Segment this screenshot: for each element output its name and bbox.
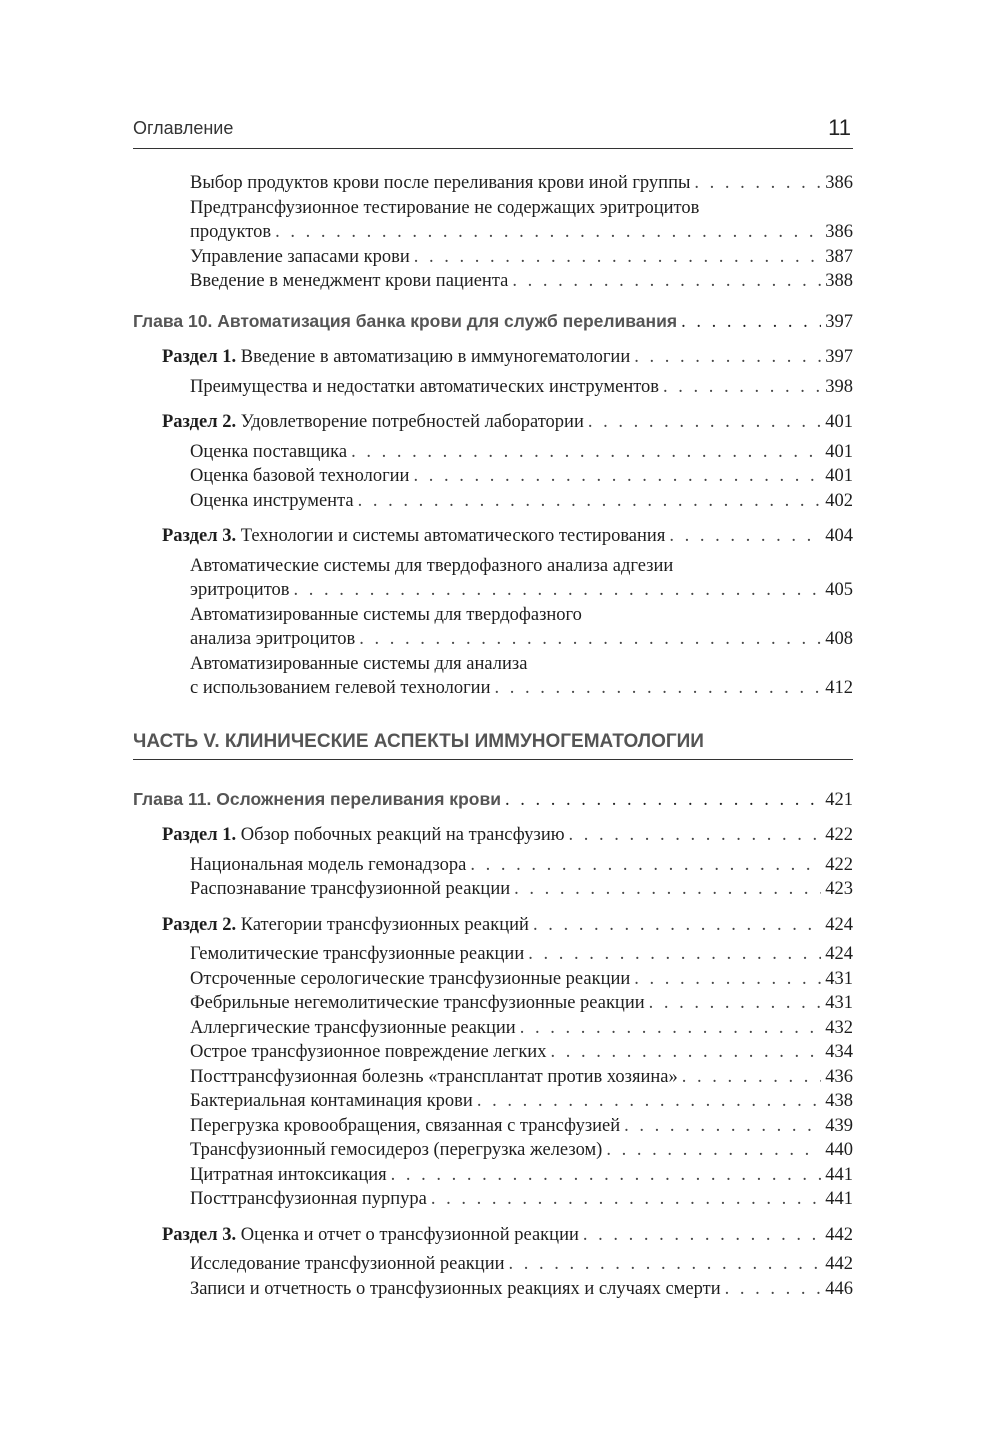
toc-subentry[interactable] [133,1252,853,1277]
toc-subentry-text: Исследование трансфузионной реакции [190,1254,505,1274]
toc-subentry[interactable] [133,1138,853,1163]
leader-dots [413,464,821,489]
leader-dots [431,1187,821,1212]
toc-subentry[interactable] [133,1114,853,1139]
running-header [133,112,853,149]
page-ref: 423 [825,879,853,899]
toc-subentry[interactable] [133,676,853,701]
toc-subentry-text: Преимущества и недостатки автоматических инструментов [190,376,660,397]
toc-subentry[interactable] [133,1065,853,1090]
leader-dots [533,913,821,938]
page-ref: 397 [825,311,853,332]
toc-subentry[interactable] [133,171,853,196]
page-ref: 438 [825,1091,853,1111]
leader-dots [588,410,821,435]
page-ref: 401 [825,412,853,432]
part-heading: ЧАСТЬ V. КЛИНИЧЕСКИЕ АСПЕКТЫ ИММУНОГЕМАТОЛОГИИ [133,731,853,760]
toc-chapter-text: Глава 11. Осложнения переливания крови [133,788,501,809]
toc-subentry[interactable] [133,1040,853,1065]
toc-section-text [162,345,630,370]
page-number: 11 [828,115,851,140]
leader-dots [694,171,821,196]
toc-section[interactable] [133,913,853,938]
page-ref: 386 [825,222,853,242]
toc-subentry[interactable] [133,489,853,514]
toc-subentry[interactable] [133,853,853,878]
leader-dots [682,1065,822,1090]
page-ref: 442 [825,1254,853,1274]
section-title: Обзор побочных реакций на трансфузию [240,825,565,845]
leader-dots [634,345,821,370]
section-title: Категории трансфузионных реакций [240,914,529,935]
section-title: Оценка и отчет о трансфузионной реакции [240,1224,579,1245]
page-ref: 421 [825,789,853,810]
toc-section-text [162,1223,579,1248]
page-ref: 431 [825,993,853,1013]
table-of-contents [133,171,853,1301]
toc-subentry-text: Введение в менеджмент крови пациента [190,271,509,291]
page-ref: 439 [825,1115,853,1136]
toc-subentry-text: Посттрансфузионная болезнь «трансплантат против хозяина» [190,1066,678,1087]
page-ref: 397 [825,347,853,367]
section-label: Раздел 3. [162,526,237,546]
toc-subentry-text: Перегрузка кровообращения, связанная с трансфузией [190,1115,621,1136]
page-ref: 388 [825,271,853,291]
leader-dots [550,1040,821,1065]
toc-subentry-text: с использованием гелевой технологии [190,678,491,698]
toc-section-text [162,823,565,848]
page-ref: 441 [825,1164,853,1185]
section-label: Раздел 1. [162,347,237,367]
page-ref: 446 [825,1278,853,1299]
toc-entry-line: Автоматизированные системы для анализа [190,653,528,674]
leader-dots [634,967,821,992]
page-ref: 387 [825,246,853,267]
toc-subentry-text: Выбор продуктов крови после переливания крови иной группы [190,173,691,193]
toc-subentry[interactable] [133,440,853,465]
page-ref: 431 [825,968,853,989]
toc-subentry-text: Оценка базовой технологии [190,466,410,486]
toc-subentry[interactable] [133,578,853,603]
leader-dots [649,991,822,1016]
toc-subentry-text: Фебрильные негемолитические трансфузионные реакции [190,993,645,1013]
toc-subentry-text: Распознавание трансфузионной реакции [190,879,511,899]
toc-subentry-text: Посттрансфузионная пурпура [190,1189,427,1209]
leader-dots [391,1163,822,1188]
toc-subentry[interactable] [133,1187,853,1212]
toc-subentry[interactable] [133,942,853,967]
leader-dots [681,310,821,335]
toc-entry-line: Предтрансфузионное тестирование не содержащих эритроцитов [190,197,700,218]
page-ref: 398 [825,376,853,397]
toc-subentry[interactable] [133,245,853,270]
page-ref: 386 [825,173,853,193]
leader-dots [275,220,821,245]
section-label: Раздел 2. [162,914,237,935]
page-ref: 441 [825,1189,853,1209]
toc-entry-line: Автоматические системы для твердофазного анализа адгезии [190,555,674,576]
toc-subentry[interactable] [133,627,853,652]
page-ref: 408 [825,629,853,649]
leader-dots [414,245,821,270]
toc-section[interactable] [133,345,853,370]
toc-section[interactable] [133,410,853,435]
leader-dots [520,1016,822,1041]
page-ref: 404 [825,526,853,546]
page-ref: 422 [825,854,853,875]
toc-subentry[interactable] [133,1163,853,1188]
page-ref: 442 [825,1224,853,1245]
leader-dots [514,877,821,902]
toc-subentry-text: продуктов [190,222,272,242]
page-ref: 405 [825,580,853,600]
leader-dots [505,788,821,813]
section-title: Введение в автоматизацию в иммуногематологии [240,347,631,367]
toc-subentry-text: Национальная модель гемонадзора [190,854,467,875]
page-ref: 424 [825,944,853,964]
page-ref: 422 [825,825,853,845]
toc-section[interactable] [133,524,853,549]
section-label: Раздел 1. [162,825,237,845]
toc-subentry-text: Отсроченные серологические трансфузионные реакции [190,968,631,989]
running-title: Оглавление [133,118,234,138]
toc-section-text [162,410,584,435]
page-ref: 432 [825,1017,853,1038]
leader-dots [606,1138,821,1163]
toc-chapter[interactable] [133,309,853,335]
leader-dots [528,942,821,967]
toc-subentry[interactable] [133,464,853,489]
section-label: Раздел 3. [162,1224,237,1245]
leader-dots [509,1252,822,1277]
toc-subentry-text: Острое трансфузионное повреждение легких [190,1042,547,1062]
toc-subentry-text: Оценка поставщика [190,441,348,462]
toc-subentry-text: Бактериальная контаминация крови [190,1091,473,1111]
leader-dots [583,1223,821,1248]
toc-section[interactable] [133,1223,853,1248]
toc-subentry[interactable] [133,1089,853,1114]
toc-subentry[interactable] [133,877,853,902]
toc-subentry-text: Цитратная интоксикация [190,1164,387,1185]
section-label: Раздел 2. [162,412,237,432]
toc-section-text [162,524,665,549]
toc-subentry-text: эритроцитов [190,580,290,600]
page-ref: 424 [825,914,853,935]
toc-entry-line: Автоматизированные системы для твердофазного [190,604,582,625]
section-title: Удовлетворение потребностей лаборатории [240,412,584,432]
toc-section[interactable] [133,823,853,848]
leader-dots [624,1114,821,1139]
leader-dots [294,578,822,603]
page-ref: 412 [825,678,853,698]
toc-subentry-text: Трансфузионный гемосидероз (перегрузка железом) [190,1140,603,1160]
toc-subentry-text: анализа эритроцитов [190,629,356,649]
toc-subentry[interactable] [133,269,853,294]
leader-dots [512,269,821,294]
toc-subentry[interactable] [133,967,853,992]
leader-dots [351,440,821,465]
leader-dots [359,627,821,652]
toc-subentry-text: Аллергические трансфузионные реакции [190,1017,516,1038]
toc-subentry[interactable] [133,1016,853,1041]
page-ref: 401 [825,466,853,486]
toc-subentry[interactable] [133,220,853,245]
leader-dots [725,1277,822,1302]
toc-subentry-text: Гемолитические трансфузионные реакции [190,944,525,964]
leader-dots [470,853,821,878]
leader-dots [569,823,822,848]
page-ref: 434 [825,1042,853,1062]
leader-dots [669,524,821,549]
toc-chapter[interactable] [133,787,853,813]
toc-subentry-text: Записи и отчетность о трансфузионных реакциях и случаях смерти [190,1278,721,1299]
leader-dots [663,375,821,400]
page-ref: 440 [825,1140,853,1160]
toc-subentry-text: Управление запасами крови [190,246,410,267]
page-ref: 402 [825,490,853,511]
page-ref: 436 [825,1066,853,1087]
leader-dots [358,489,822,514]
toc-subentry[interactable] [133,1277,853,1302]
toc-subentry[interactable] [133,375,853,400]
toc-section-text [162,913,529,938]
toc-chapter-text: Глава 10. Автоматизация банка крови для служб переливания [133,310,678,331]
section-title: Технологии и системы автоматического тестирования [240,526,666,546]
page-ref: 401 [825,441,853,462]
leader-dots [494,676,821,701]
leader-dots [477,1089,821,1114]
toc-subentry[interactable] [133,991,853,1016]
toc-subentry-text: Оценка инструмента [190,490,354,511]
